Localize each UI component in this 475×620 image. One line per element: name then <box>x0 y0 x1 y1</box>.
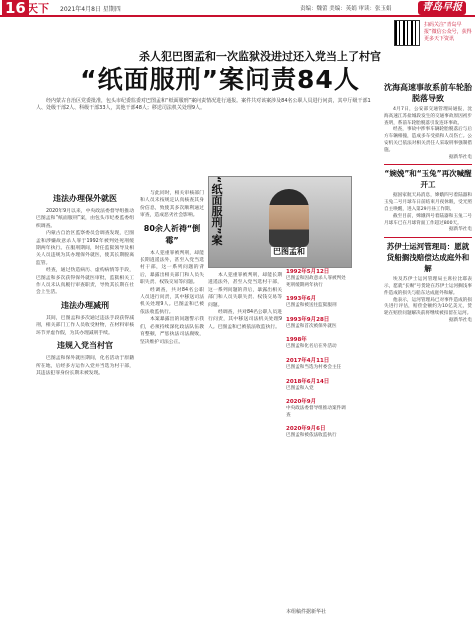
body-paragraph: 本人犯重罪被判刑，却能长期逍遥法外，甚至入党当选村干部，这一系列问题的背后，暴露出相关部门和人员失职失责、权钱交易等问题。 <box>140 250 204 286</box>
story-paragraph: 他表示，运河管理局已对事件造成的损失进行评估，赔偿金额约为10亿美元，货轮在赔偿问题解决前将继续被扣留在运河。 <box>384 297 472 317</box>
timeline-event: 巴图孟和入党 <box>286 385 314 391</box>
timeline-event: 中央政法委督导组推动案件调查 <box>286 406 346 418</box>
divider <box>384 237 472 238</box>
article-subhead: 杀人犯巴图孟和一次监狱没进过还入党当上了村官 <box>139 50 381 63</box>
story-source: 据新华社电 <box>449 227 472 233</box>
newspaper-logo: 青岛早报 <box>418 1 466 15</box>
timeline-date: 2017年4月11日 <box>286 357 330 364</box>
story-paragraph: 4月7日，公安部交通管理局通报，沈海高速江苏盐城段发生的交通事故原因初步查明，系前车轮胎脱落引发连环事故。 <box>384 107 472 126</box>
timeline-event: 巴图孟和化名后在外活动 <box>286 344 337 350</box>
qr-promo-text: 扫码关注“青岛早报”微信公众号，获得更多天下资讯 <box>424 22 472 42</box>
story-source: 据新华社电 <box>449 317 472 323</box>
body-paragraph: 经调查，共对84名公职人员进行问责，其中移送司法机关处理9人。巴图孟和已被依法收监执行。 <box>208 310 282 330</box>
qr-code-icon[interactable] <box>394 20 420 46</box>
body-paragraph: 巴图孟和保外就医期间，化名活动于原籍所在地，后经多方运作入党并当选为村干部，其违法犯罪身份长期未被发现。 <box>36 356 134 376</box>
timeline-event: 巴图孟和被送往监狱服刑 <box>286 303 337 309</box>
story-title-highway: 沈海高速事故系前车轮胎脱落导致 <box>384 83 472 103</box>
timeline-event: 巴图孟和被依法收监执行 <box>286 433 337 439</box>
body-paragraph: 本案暴露出的问题警示我们，必须持续深化政法队伍教育整顿，严惩执法司法腐败，坚决维护司法公正。 <box>140 317 204 345</box>
timeline-date: 2020年9月6日 <box>286 426 326 433</box>
case-timeline <box>286 268 350 446</box>
timeline-event: 巴图孟和因故意杀人罪被判处死刑缓期两年执行 <box>286 276 346 288</box>
story-paragraph: 据国家航天局消息，嫦娥四号着陆器和玉兔二号月球车日前结束月夜休眠，受光照自主唤醒，进入第29月昼工作期。 <box>384 193 472 212</box>
article-column-3 <box>208 272 282 331</box>
right-news-column <box>384 46 472 328</box>
timeline-date: 1993年6月 <box>286 296 317 303</box>
page-header <box>0 0 475 17</box>
timeline-event: 巴图孟和当选为村委会主任 <box>286 364 342 370</box>
timeline-date: 2020年9月 <box>286 399 317 406</box>
body-paragraph: 2020年9月以来，中央政法委督导组推动巴图孟和“纸面服刑”案，由包头市纪委监委组织调查。 <box>36 209 134 229</box>
body-paragraph: 经调查，共对84名公职人员进行问责，其中移送司法机关处理9人。巴图孟和已被依法收监执行。 <box>140 287 204 315</box>
body-paragraph: 经查，通过伪造病历、虚构病情等手段，巴图孟和多次获得保外就医审批，监狱相关工作人员未认真履行审查职责，导致其长期在社会上生活。 <box>36 268 134 296</box>
wire-credit: 本组稿件据新华社 <box>286 609 327 615</box>
photo-caption: 巴图孟和 <box>273 247 305 256</box>
section-heading: 违规入党当村官 <box>57 341 113 351</box>
issue-date: 2021年4月8日 星期四 <box>60 6 121 13</box>
story-source: 据新华社电 <box>449 154 472 160</box>
story-title-suez: 苏伊士运河管理局：愿就货船搁浅赔偿达成庭外和解 <box>386 242 470 274</box>
timeline-date: 1998年 <box>286 337 307 344</box>
body-paragraph: 其间，巴图孟和多次通过违法手段获得减刑，相关部门工作人员收受财物，在材料审核环节弄虚作假，为其办理减刑手续。 <box>36 315 134 336</box>
timeline-event: 巴图孟和首次被保外就医 <box>286 323 337 329</box>
article-lead: 经内蒙古自治区党委批准，包头市纪委监委对巴图孟和“纸面服刑”案问责情况进行通报。案件共对该案涉及84名公职人员进行问责，其中厅级干部1人、处级干部2人、科级干部33人，其他干部48人；移送司法机关处理9人。 <box>36 98 371 111</box>
case-vertical-label: “纸面服刑”案 <box>210 176 223 246</box>
editor-credits: 责编：魏蕾 美编：英娟 审读：张玉娟 <box>300 6 392 12</box>
portrait-photo <box>208 176 352 268</box>
timeline-date: 1992年5月12日 <box>286 269 330 275</box>
body-paragraph: 本人犯重罪被判刑，却能长期逍遥法外，甚至入党当选村干部，这一系列问题的背后，暴露出相关部门和人员失职失责、权钱交易等问题。 <box>208 273 282 308</box>
article-column-2 <box>140 190 204 346</box>
timeline-date: 2018年6月14日 <box>286 378 330 385</box>
body-paragraph: 与此同时，相关审核部门和人员未按规定认真核查其身份信息，致使其多次顺利通过审查，造成恶劣社会影响。 <box>140 191 204 219</box>
section-heading: 违法办理减刑 <box>61 300 109 310</box>
story-paragraph: 埃及苏伊士运河管理局主席拉比耶表示，愿就“长赐”号货轮在苏伊士运河搁浅事件造成的损失与船东达成庭外和解。 <box>384 277 472 296</box>
page-number: 16 <box>2 0 29 17</box>
story-paragraph: 截至目前，嫦娥四号着陆器和玉兔二号月球车已在月球背面工作超过800天。 <box>384 213 472 226</box>
story-title-moon: “婉娩”和“玉兔”再次喊醒开工 <box>384 169 472 190</box>
section-heading: 违法办理保外就医 <box>53 194 117 203</box>
person-silhouette <box>269 189 309 247</box>
timeline-date: 1993年9月28日 <box>286 316 330 323</box>
body-paragraph: 内蒙古自治区监察委员会调查发现，巴图孟和涉嫌故意杀人罪于1992年被判处死刑缓期两年执行。在服刑期间，时任监狱领导及相关人员违规为其办理保外就医，使其长期脱离监管。 <box>36 231 134 266</box>
section-name: 天下 <box>27 2 49 15</box>
story-paragraph: 经查，事故中涉事车辆轮胎脱落后与后方车辆相撞，造成多车受损和人员伤亡。公安机关已依法对相关责任人采取刑事强制措施。 <box>384 127 472 153</box>
divider <box>384 164 472 165</box>
article-headline: “纸面服刑”案问责84人 <box>80 65 360 94</box>
section-heading: 80余人祈祷“倒霉” <box>143 223 201 245</box>
article-column-1 <box>36 190 134 377</box>
